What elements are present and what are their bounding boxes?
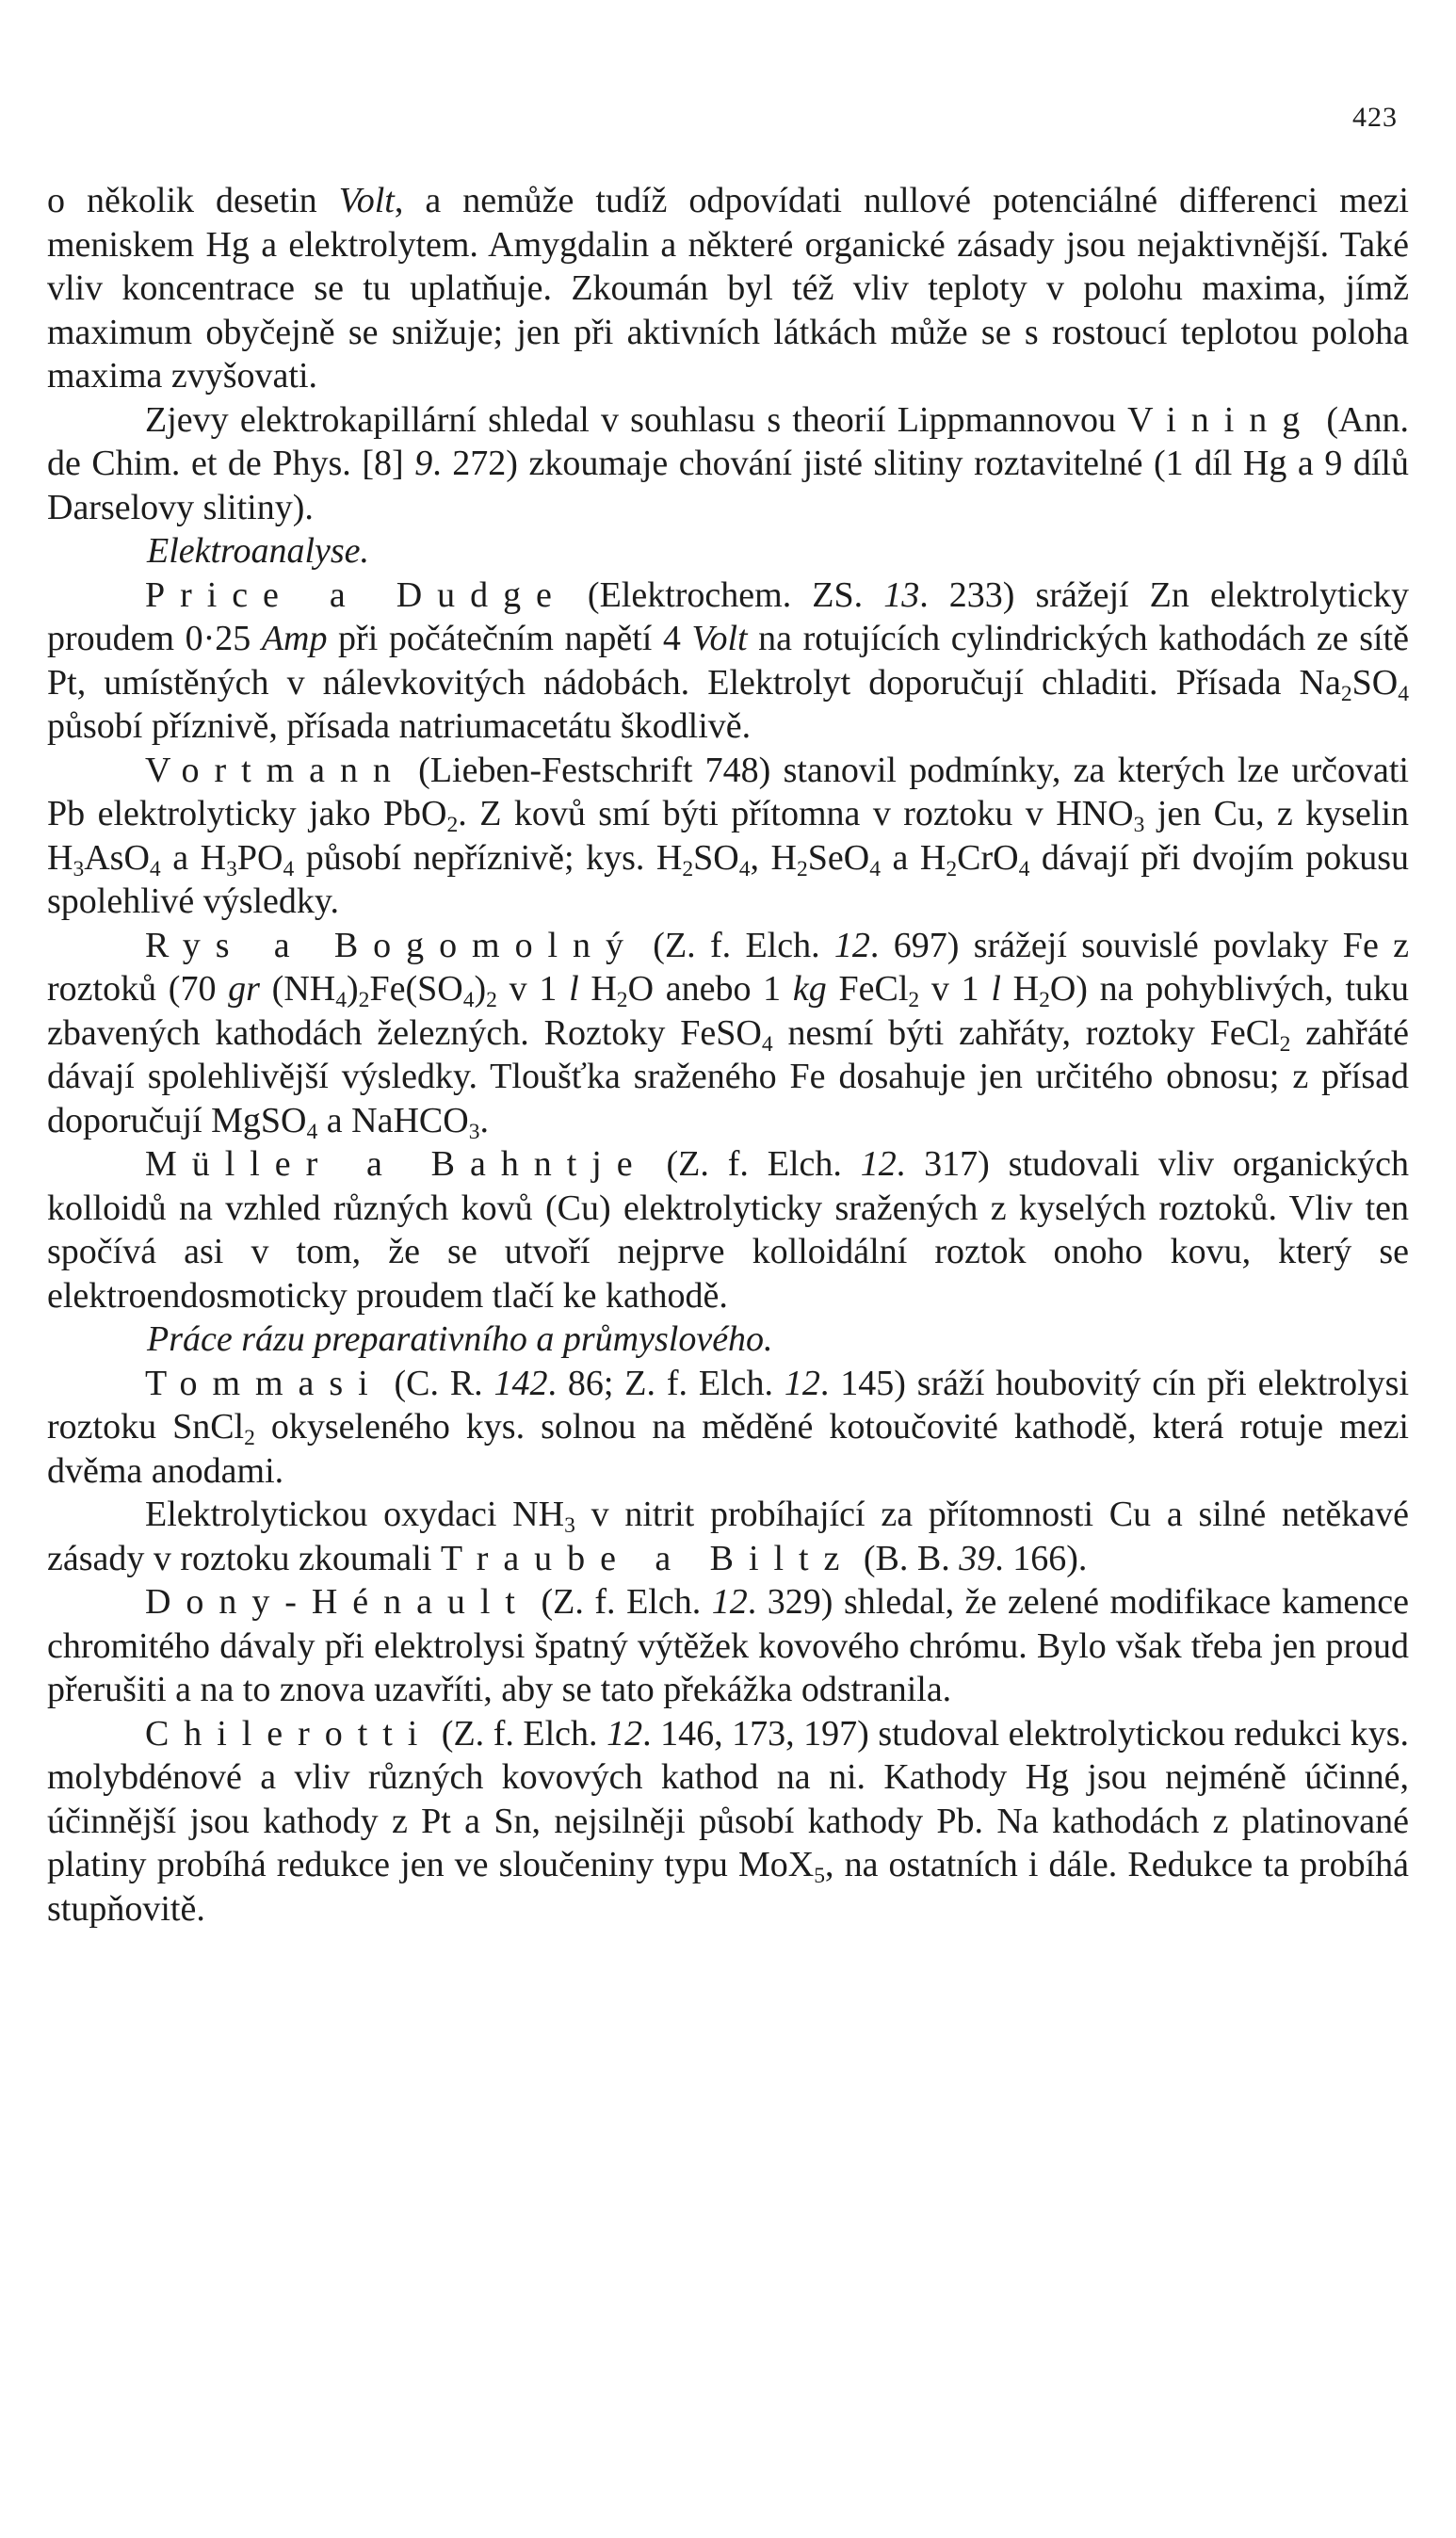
paragraph-8: Elektrolytickou oxydaci $NH_3$ v nitrit probíhající za přítomnosti Cu a silné netěkavé zásady v roztoku zkoumali Traube a Biltz (B. B. 39. 166). (47, 1495, 1410, 1578)
page-body (47, 179, 1409, 1931)
paragraph-9: Dony-Hénault (Z. f. Elch. 12. 329) shledal, že zelené modifikace kamence chromitého dávaly při elektrolysi špatný výtěžek kovového chrómu. Bylo však třeba jen proud přerušiti a na to znova uzavříti, aby se tato překážka odstranila. (47, 1582, 1409, 1709)
author-name: Müller a Bahntje (145, 1144, 648, 1184)
author-name: Price a Dudge (145, 574, 567, 615)
paragraph-7: Tommasi (C. R. 142. 86; Z. f. Elch. 12. 145) sráží houbovitý cín při elektrolysi roztoku SnCl$_2$ okyseleného kys. solnou na měděné kotoučovité kathodě, která rotuje mezi dvěma anodami. (47, 1363, 1409, 1491)
paragraph-2: Zjevy elektrokapillární shledal v souhlasu s theorií Lippmannovou Vining (Ann. de Chim. et de Phys. [8] 9. 272) zkoumaje chování jisté slitiny roztavitelné (1 díl Hg a 9 dílů Darselovy slitiny). (47, 399, 1409, 527)
section-heading-electroanalysis: Elektroanalyse. (147, 531, 370, 571)
section-heading-preparative: Práce rázu preparativního a průmyslového. (147, 1319, 773, 1359)
author-name: Dony-Hénault (145, 1582, 530, 1622)
author-name: Traube a Biltz (440, 1538, 855, 1578)
author-name: Vining (1127, 399, 1316, 440)
author-name: Rys a Bogomolný (145, 925, 639, 965)
page-number: 423 (1352, 102, 1398, 133)
paragraph-4: Vortmann (Lieben-Festschrift 748) stanovil podmínky, za kterých lze určovati Pb elektrolyticky jako PbO$_2$. Z kovů smí býti přítomna v roztoku v $HNO_3$ jen Cu, z kyselin $H_3AsO_4$ a $H_3PO_4$ působí nepříznivě; kys. $H_2SO_4$, $H_2SeO_4$ a $H_2CrO_4$ dávají při dvojím pokusu spolehlivé výsledky. (47, 750, 1410, 921)
paragraph-3: Price a Dudge (Elektrochem. ZS. 13. 233) srážejí Zn elektrolyticky proudem 0·25 Amp při počátečním napětí 4 Volt na rotujících cylindrických kathodách ze sítě Pt, umístěných v nálevkovitých nádobách. Elektrolyt doporučují chladiti. Přísada $Na_2SO_4$ působí příznivě, přísada natriumacetátu škodlivě. (47, 574, 1409, 746)
paragraph-1: o několik desetin Volt, a nemůže tudíž odpovídati nullové potenciálné differenci mezi meniskem Hg a elektrolytem. Amygdalin a některé organické zásady jsou nejaktivnější. Také vliv koncentrace se tu uplatňuje. Zkoumán byl též vliv teploty v polohu maxima, jímž maximum obyčejně se snižuje; jen při aktivních látkách může se s rostoucí teplotou poloha maxima zvyšovati. (47, 181, 1409, 396)
paragraph-5: Rys a Bogomolný (Z. f. Elch. 12. 697) srážejí souvislé povlaky Fe z roztoků (70 gr $(NH_4)_2Fe(SO_4)_2$ v 1 l $H_2O$ anebo 1 kg FeCl$_2$ v 1 l $H_2O$) na pohyblivých, tuku zbavených kathodách železných. Roztoky FeSO$_4$ nesmí býti zahřáty, roztoky FeCl$_2$ zahřáté dávají spolehlivější výsledky. Tloušťka sraženého Fe dosahuje jen určitého obnosu; z přísad doporučují MgSO$_4$ a NaHCO$_3$. (47, 925, 1410, 1144)
author-name: Vortmann (145, 750, 406, 790)
paragraph-10: Chilerotti (Z. f. Elch. 12. 146, 173, 197) studoval elektrolytickou redukci kys. molybdénové a vliv různých kovových kathod na ni. Kathody Hg jsou nejméně účinné, účinnější jsou kathody z Pt a Sn, nejsilněji působí kathody Pb. Na kathodách z platinované platiny probíhá redukce jen ve sloučeniny typu MoX$_5$, na ostatních i dále. Redukce ta probíhá stupňovitě. (47, 1713, 1409, 1929)
author-name: Tommasi (145, 1363, 383, 1403)
paragraph-6: Müller a Bahntje (Z. f. Elch. 12. 317) studovali vliv organických kolloidů na vzhled různých kovů (Cu) elektrolyticky sražených z kyselých roztoků. Vliv ten spočívá asi v tom, že se utvoří nejprve kolloidální roztok onoho kovu, který se elektroendosmoticky proudem tlačí ke kathodě. (47, 1144, 1410, 1316)
author-name: Chilerotti (145, 1713, 433, 1754)
